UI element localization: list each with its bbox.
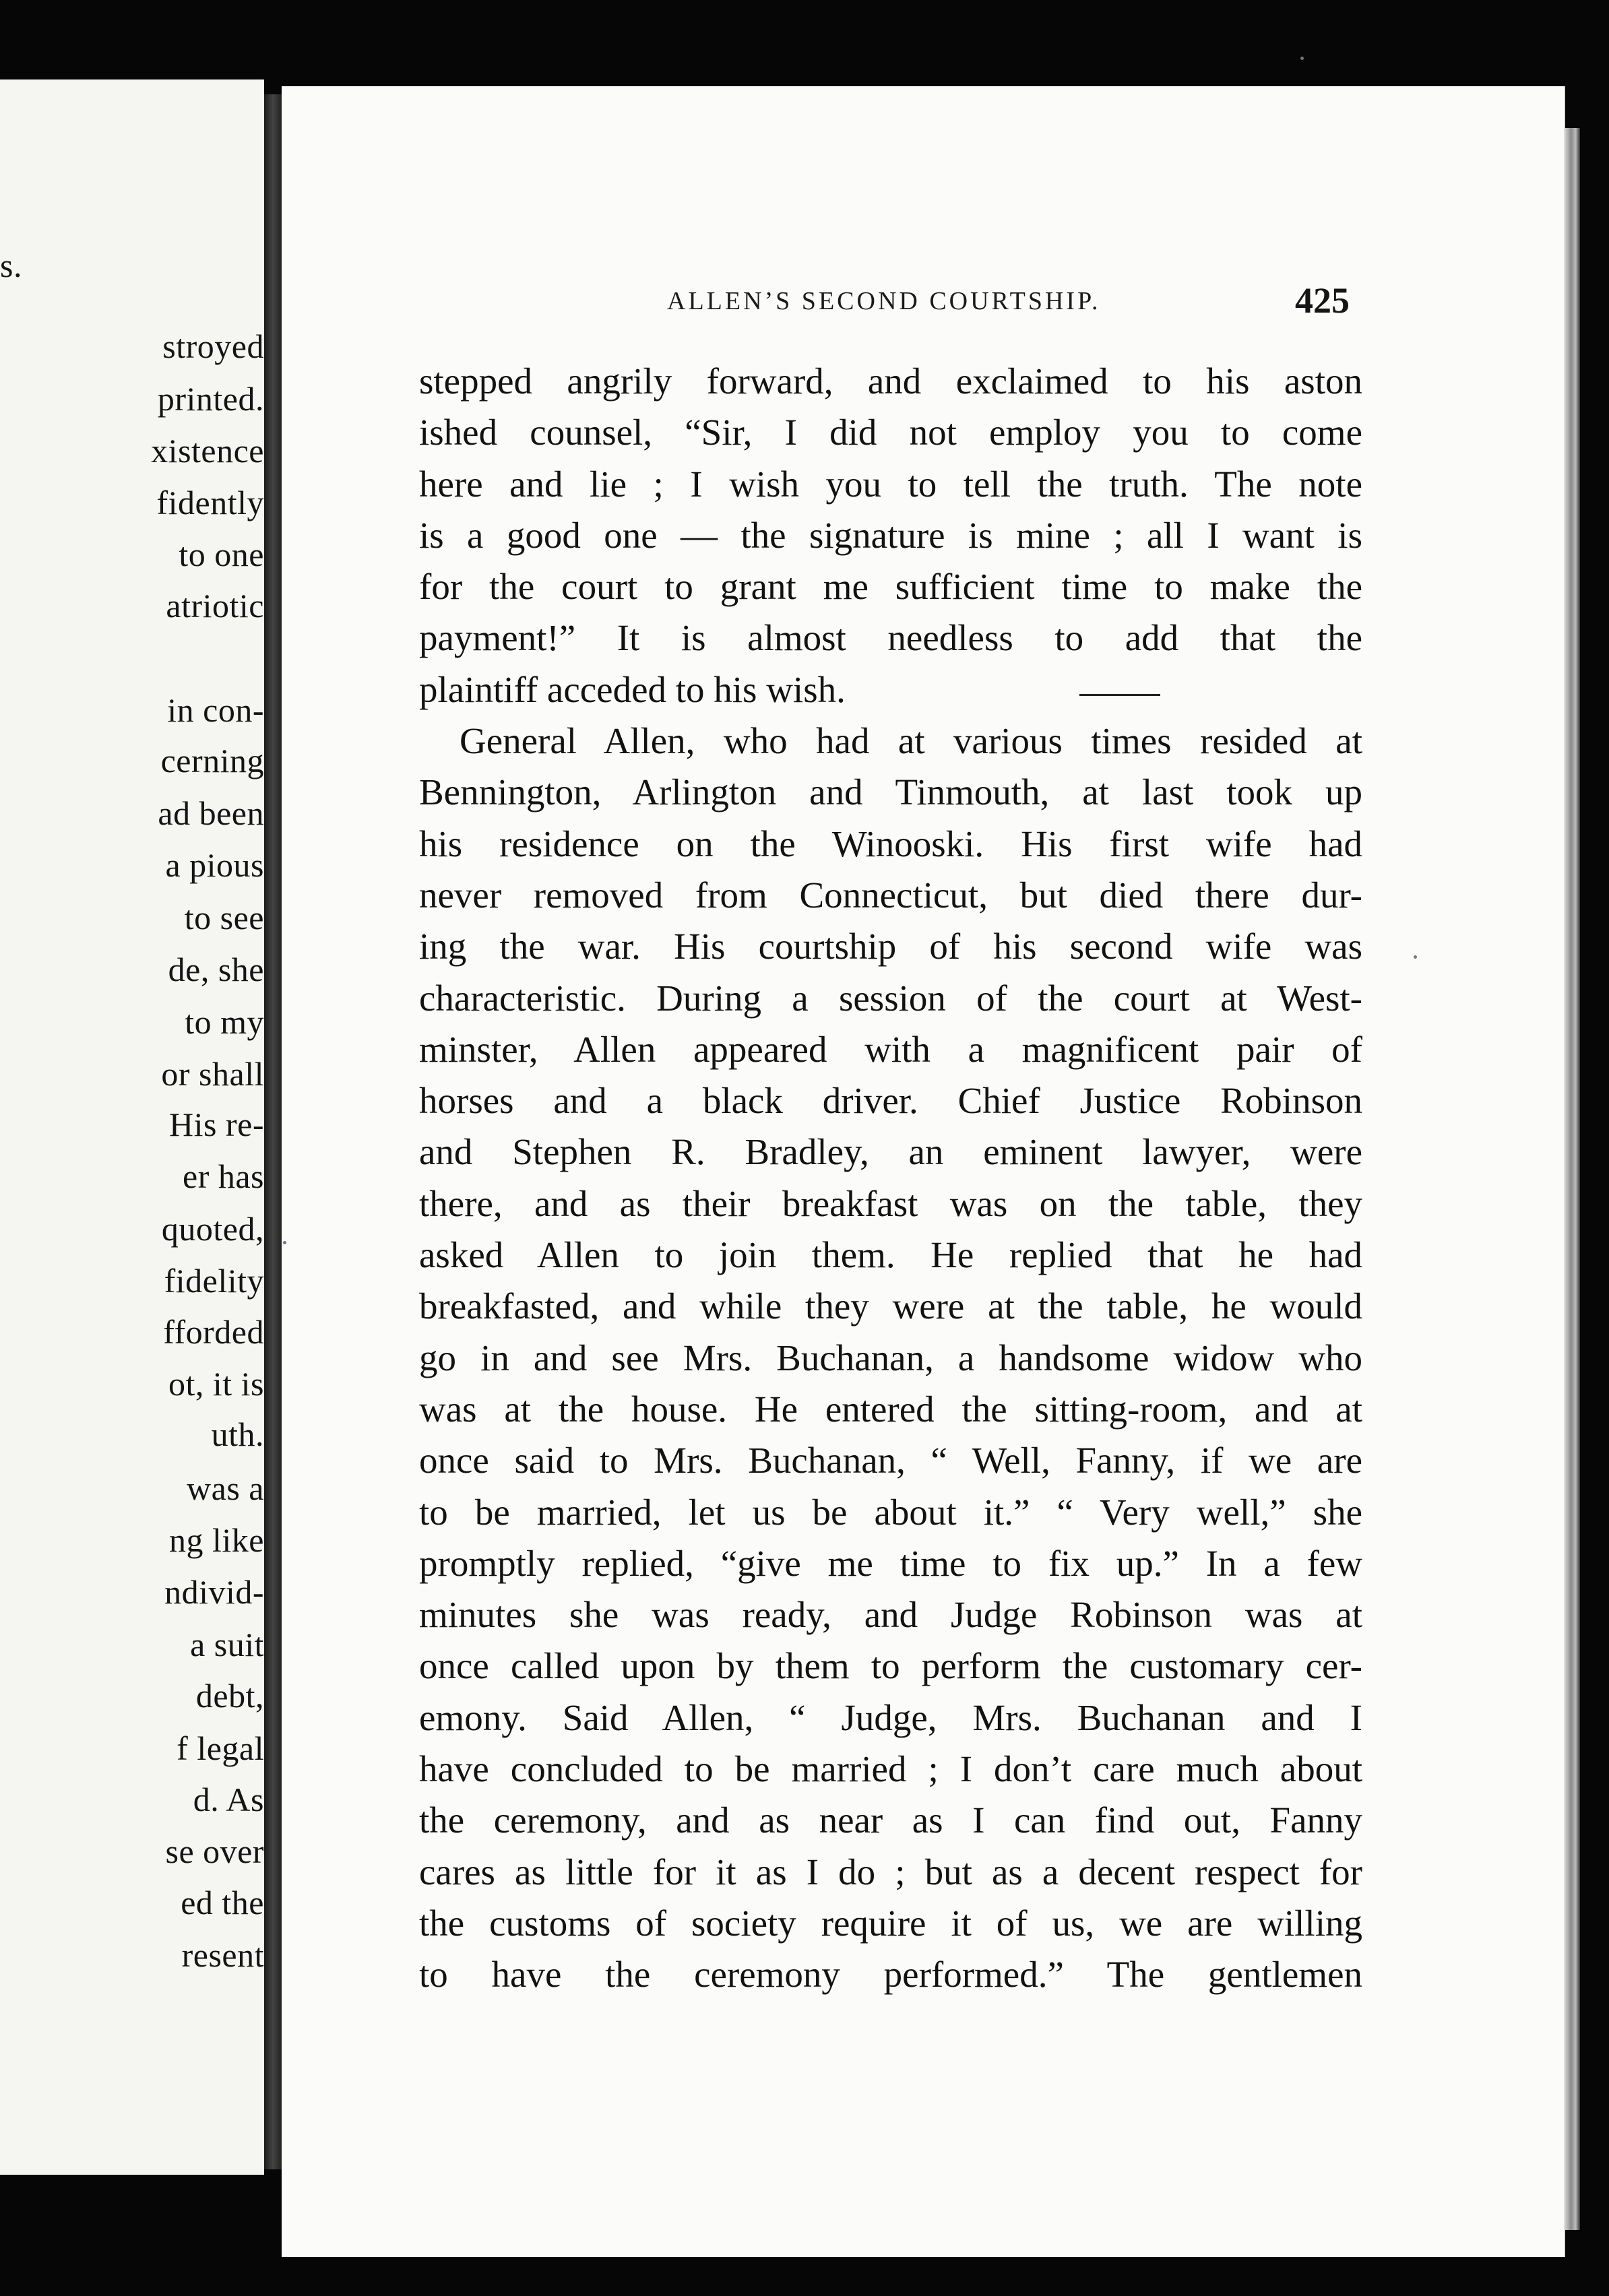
text-line: is a good one — the signature is mine ; all I want is [419, 514, 1362, 556]
previous-page-line: resent [181, 1936, 264, 1974]
previous-page-line: se over [165, 1832, 264, 1870]
previous-page-line: in con- [167, 691, 264, 729]
previous-page-line: atriotic [166, 587, 264, 625]
previous-page-line: stroyed [162, 327, 264, 365]
text-line: minutes she was ready, and Judge Robinson was at [419, 1594, 1362, 1636]
text-line: breakfasted, and while they were at the table, he would [419, 1285, 1362, 1327]
previous-page-line: a suit [190, 1626, 264, 1663]
previous-page-line: uth. [211, 1415, 264, 1453]
previous-page-line: or shall [161, 1055, 264, 1093]
text-line: have concluded to be married ; I don’t care much about [419, 1748, 1362, 1790]
previous-page-line: ad been [158, 794, 264, 832]
text-line: minster, Allen appeared with a magnificent pair of [419, 1028, 1362, 1070]
text-line: his residence on the Winooski. His first wife had [419, 823, 1362, 864]
previous-page-line: ng like [169, 1521, 264, 1559]
text-line: was at the house. He entered the sitting-room, and at [419, 1388, 1362, 1430]
previous-page-line: printed. [157, 380, 264, 418]
previous-page-line: was a [187, 1469, 264, 1507]
text-line: characteristic. During a session of the court at West- [419, 977, 1362, 1019]
previous-page-line: a pious [165, 846, 264, 884]
text-line: plaintiff acceded to his wish. [419, 668, 846, 710]
text-line: once said to Mrs. Buchanan, “ Well, Fanny, if we are [419, 1440, 1362, 1481]
previous-page-line: er has [183, 1157, 264, 1195]
previous-page-line: d. As [193, 1781, 264, 1818]
previous-page-line: fidently [156, 484, 264, 521]
previous-page-line: debt, [195, 1677, 264, 1715]
text-line: horses and a black driver. Chief Justice Robinson [419, 1080, 1362, 1122]
previous-page-line: cerning [160, 742, 264, 779]
previous-page-line: fforded [163, 1313, 264, 1351]
page-body-text [419, 356, 1362, 2001]
text-line: once called upon by them to perform the customary cer- [419, 1645, 1362, 1687]
text-line: and Stephen R. Bradley, an eminent lawyer, were [419, 1131, 1362, 1173]
text-line: go in and see Mrs. Buchanan, a handsome widow who [419, 1337, 1362, 1378]
previous-page-line: xistence [151, 432, 264, 470]
previous-page-line: to see [184, 899, 264, 936]
scan-speck [1300, 57, 1304, 60]
previous-page-line: ndivid- [164, 1573, 264, 1611]
previous-page-line: s. [0, 247, 22, 284]
text-line: for the court to grant me sufficient time to make the [419, 566, 1362, 608]
scan-speck [283, 1241, 286, 1244]
text-line: the customs of society require it of us, we are willing [419, 1902, 1362, 1944]
page-edge [1565, 128, 1580, 2230]
previous-page-line: ot, it is [168, 1365, 264, 1403]
text-line: never removed from Connecticut, but died there dur- [419, 874, 1362, 916]
text-line: payment!” It is almost needless to add that the [419, 617, 1362, 659]
previous-page-line: f legal [177, 1729, 264, 1767]
text-line: stepped angrily forward, and exclaimed to his aston [419, 360, 1362, 402]
running-head: ALLEN’S SECOND COURTSHIP. [667, 287, 1101, 315]
text-line: Bennington, Arlington and Tinmouth, at last took up [419, 771, 1362, 813]
text-line: cares as little for it as I do ; but as a decent respect for [419, 1851, 1362, 1892]
previous-page-line: to my [185, 1003, 264, 1041]
previous-page-line: de, she [168, 951, 264, 988]
previous-page-line: fidelity [164, 1262, 264, 1300]
previous-page-line: quoted, [161, 1210, 264, 1248]
previous-page-line: to one [179, 536, 264, 573]
text-line: to have the ceremony performed.” The gentlemen [419, 1954, 1362, 1996]
text-line: ished counsel, “Sir, I did not employ you to come [419, 412, 1362, 453]
text-line: promptly replied, “give me time to fix up.” In a few [419, 1542, 1362, 1584]
previous-page-line: His re- [169, 1106, 264, 1143]
text-line: to be married, let us be about it.” “ Very well,” she [419, 1491, 1362, 1533]
text-line: here and lie ; I wish you to tell the truth. The note [419, 463, 1362, 505]
page-number: 425 [1295, 280, 1350, 321]
previous-page-fragment [0, 79, 264, 2175]
scan-speck [1414, 955, 1417, 959]
text-line: asked Allen to join them. He replied that he had [419, 1234, 1362, 1276]
book-gutter [264, 94, 282, 2169]
text-line: there, and as their breakfast was on the table, they [419, 1182, 1362, 1224]
text-line: the ceremony, and as near as I can find out, Fanny [419, 1799, 1362, 1841]
previous-page-line: ed the [181, 1884, 264, 1921]
text-line: emony. Said Allen, “ Judge, Mrs. Buchanan and I [419, 1696, 1362, 1738]
text-line: General Allen, who had at various times resided at [460, 720, 1362, 762]
text-line: ing the war. His courtship of his second wife was [419, 926, 1362, 967]
